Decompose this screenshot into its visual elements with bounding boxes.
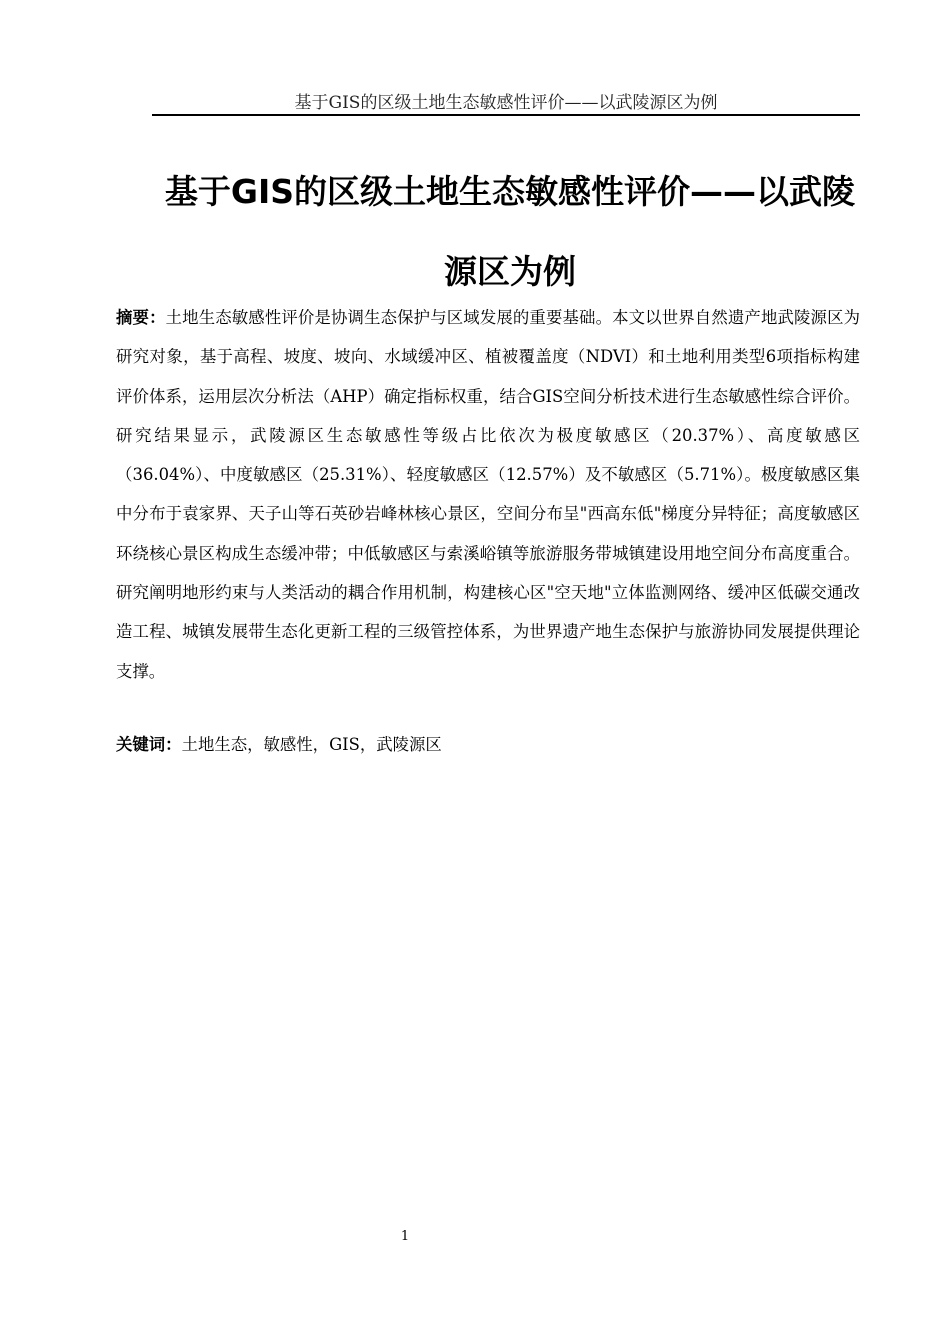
running-header: 基于GIS的区级土地生态敏感性评价——以武陵源区为例 — [294, 93, 718, 113]
keywords-label: 关键词： — [116, 735, 182, 754]
paper-title: 基于GIS的区级土地生态敏感性评价——以武陵源区为例 — [164, 172, 856, 291]
abstract-paragraph — [116, 298, 860, 691]
header-divider — [152, 114, 860, 116]
keywords-line — [116, 725, 860, 764]
abstract-label: 摘要： — [116, 308, 166, 327]
abstract-text: 土地生态敏感性评价是协调生态保护与区域发展的重要基础。本文以世界自然遗产地武陵源区为研究对象，基于高程、坡度、坡向、水域缓冲区、植被覆盖度（NDVI）和土地利用类型6项指标构建评价体系，运用层次分析法（AHP）确定指标权重，结合GIS空间分析技术进行生态敏感性综合评价。研究结果显示，武陵源区生态敏感性等级占比依次为极度敏感区（20.37%）、高度敏感区（36.04%）、中度敏感区（25.31%）、轻度敏感区（12.57%）及不敏感区（5.71%）。极度敏感区集中分布于袁家界、天子山等石英砂岩峰林核心景区，空间分布呈"西高东低"梯度分异特征；高度敏感区环绕核心景区构成生态缓冲带；中低敏感区与索溪峪镇等旅游服务带城镇建设用地空间分布高度重合。研究阐明地形约束与人类活动的耦合作用机制，构建核心区"空天地"立体监测网络、缓冲区低碳交通改造工程、城镇发展带生态化更新工程的三级管控体系，为世界遗产地生态保护与旅游协同发展提供理论支撑。 — [116, 308, 861, 681]
page-number: 1 — [400, 1229, 410, 1244]
keywords-text: 土地生态，敏感性，GIS，武陵源区 — [181, 735, 442, 754]
